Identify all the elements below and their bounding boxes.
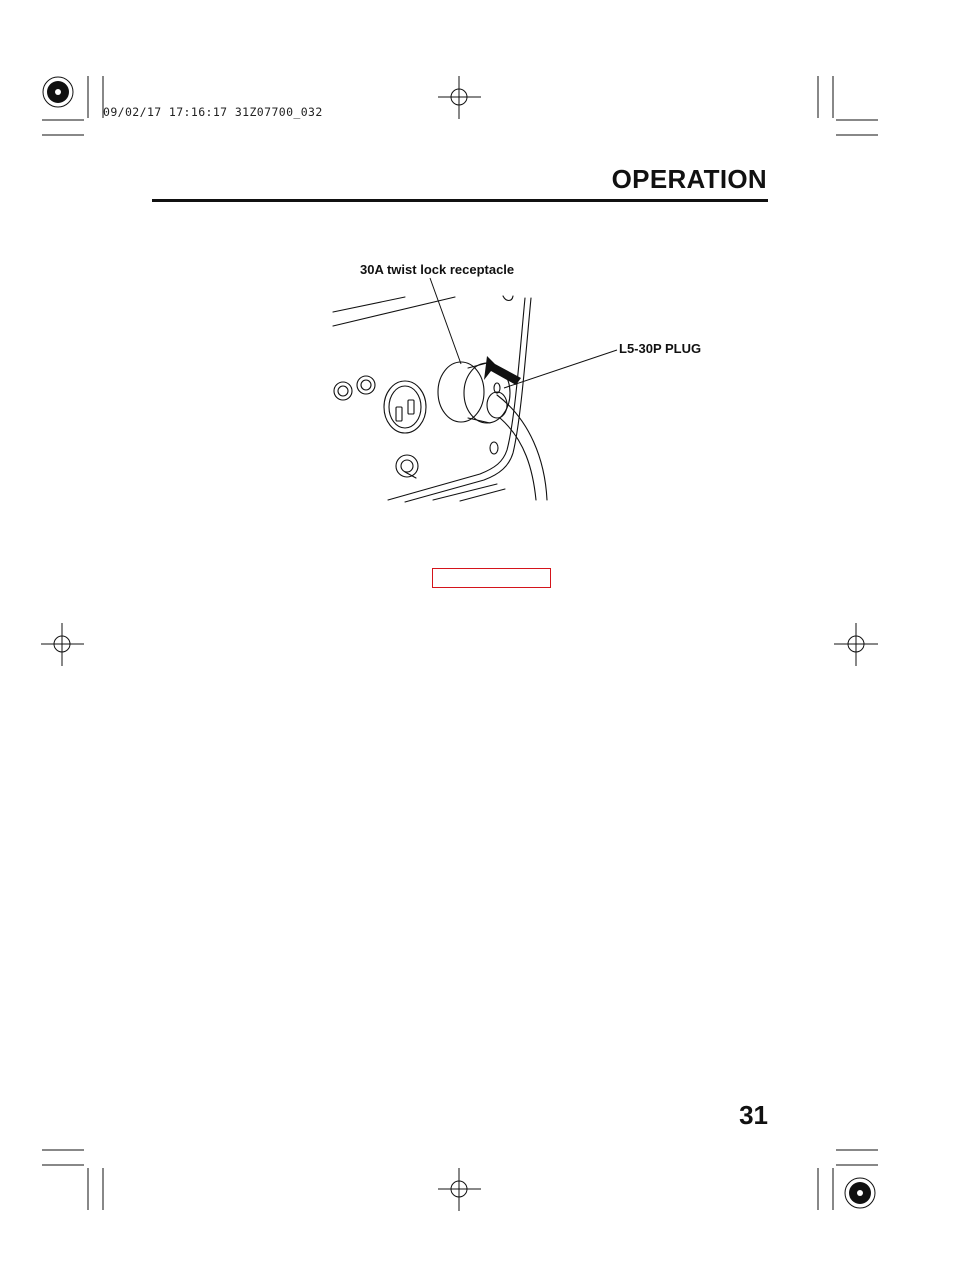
page-title: OPERATION [611,164,767,194]
link-box[interactable] [432,568,551,588]
receptacle-callout: 30A twist lock receptacle [360,262,515,277]
print-timestamp: 09/02/17 17:16:17 31Z07700_032 [103,105,323,119]
plug-callout: L5-30P PLUG [619,341,702,356]
page-number: 31 [739,1100,768,1130]
arrow-icon [484,356,521,385]
